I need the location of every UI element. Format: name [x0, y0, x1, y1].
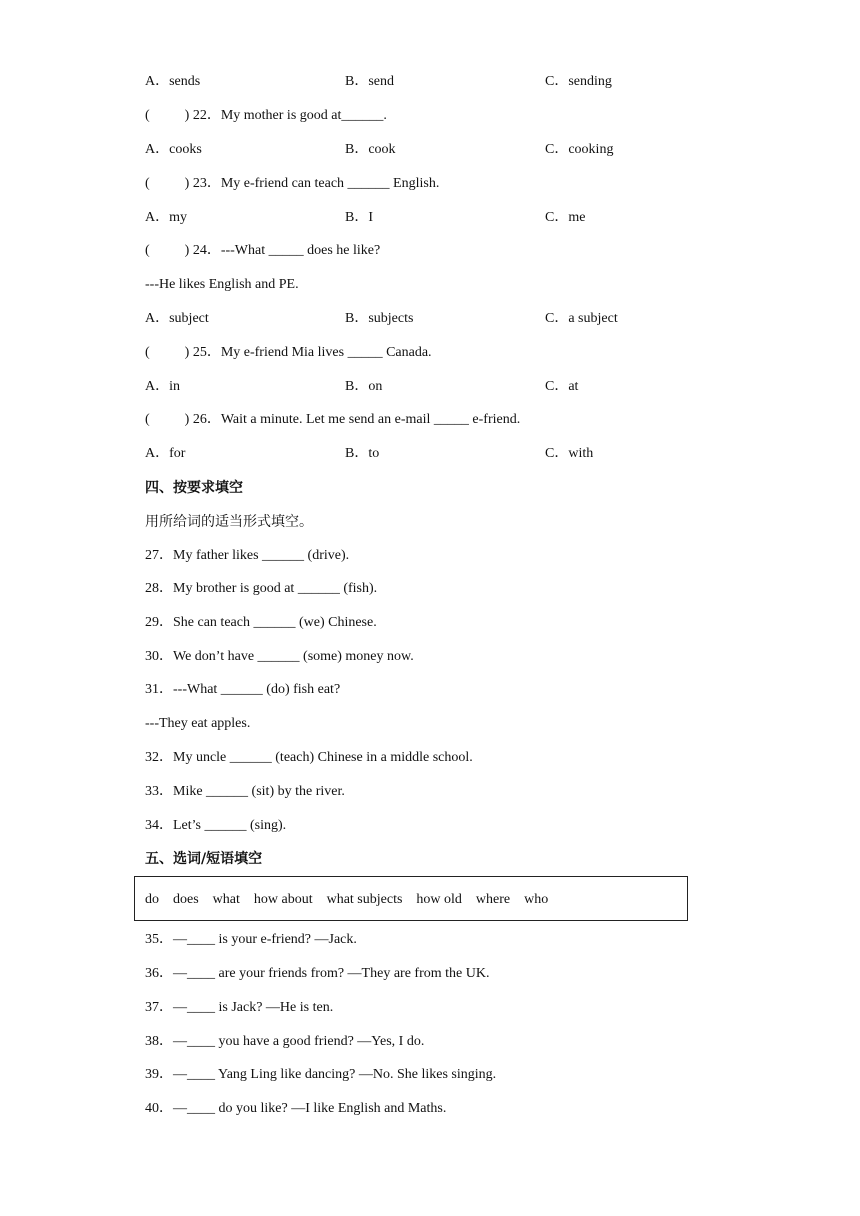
q21-options [145, 72, 705, 92]
q24-options [145, 309, 705, 329]
q25-stem: ( ) 25．My e-friend Mia lives _____ Canada. [145, 345, 432, 360]
q31-item: 31．---What ______ (do) fish eat? [145, 682, 341, 697]
q35-item: 35．—____ is your e-friend? —Jack. [145, 932, 357, 947]
q36-item: 36．—____ are your friends from? —They are from the UK. [145, 966, 490, 981]
q31-response: ---They eat apples. [145, 716, 251, 731]
q22-option-b: B．cook [345, 142, 396, 157]
q33-item: 33．Mike ______ (sit) by the river. [145, 784, 345, 799]
q25-options [145, 377, 705, 397]
q39-item: 39．—____ Yang Ling like dancing? —No. She likes singing. [145, 1067, 497, 1082]
q24-option-a: A．subject [145, 311, 209, 326]
section4-instruction: 用所给词的适当形式填空。 [145, 514, 313, 530]
q24-response: ---He likes English and PE. [145, 277, 299, 292]
q22-option-a: A．cooks [145, 142, 202, 157]
q21-option-c: C．sending [545, 74, 612, 89]
q29-item: 29．She can teach ______ (we) Chinese. [145, 615, 377, 630]
q26-stem: ( ) 26．Wait a minute. Let me send an e-mail _____ e-friend. [145, 412, 521, 427]
section4-heading: 四、按要求填空 [145, 480, 243, 496]
q26-option-a: A．for [145, 446, 186, 461]
q22-stem: ( ) 22．My mother is good at______. [145, 108, 387, 123]
q25-option-c: C．at [545, 379, 579, 394]
q37-item: 37．—____ is Jack? —He is ten. [145, 1000, 334, 1015]
q21-option-b: B．send [345, 74, 394, 89]
q21-option-a: A．sends [145, 74, 201, 89]
q22-option-c: C．cooking [545, 142, 614, 157]
q25-option-b: B．on [345, 379, 383, 394]
word-bank-box: do does what how about what subjects how old where who [134, 876, 688, 921]
q34-item: 34．Let’s ______ (sing). [145, 818, 287, 833]
q26-options [145, 444, 705, 464]
q24-option-c: C．a subject [545, 311, 618, 326]
q23-option-b: B．I [345, 210, 373, 225]
q23-stem: ( ) 23．My e-friend can teach ______ English. [145, 176, 440, 191]
q27-item: 27．My father likes ______ (drive). [145, 548, 350, 563]
q38-item: 38．—____ you have a good friend? —Yes, I do. [145, 1034, 425, 1049]
q25-option-a: A．in [145, 379, 180, 394]
q40-item: 40．—____ do you like? —I like English and Maths. [145, 1101, 447, 1116]
section5-heading: 五、选词/短语填空 [145, 851, 263, 867]
q22-options [145, 140, 705, 160]
q23-option-c: C．me [545, 210, 586, 225]
q32-item: 32．My uncle ______ (teach) Chinese in a middle school. [145, 750, 473, 765]
q30-item: 30．We don’t have ______ (some) money now. [145, 649, 414, 664]
q24-stem: ( ) 24．---What _____ does he like? [145, 243, 381, 258]
q24-option-b: B．subjects [345, 311, 414, 326]
q23-options [145, 208, 705, 228]
q28-item: 28．My brother is good at ______ (fish). [145, 581, 378, 596]
q26-option-b: B．to [345, 446, 380, 461]
q23-option-a: A．my [145, 210, 187, 225]
q26-option-c: C．with [545, 446, 594, 461]
